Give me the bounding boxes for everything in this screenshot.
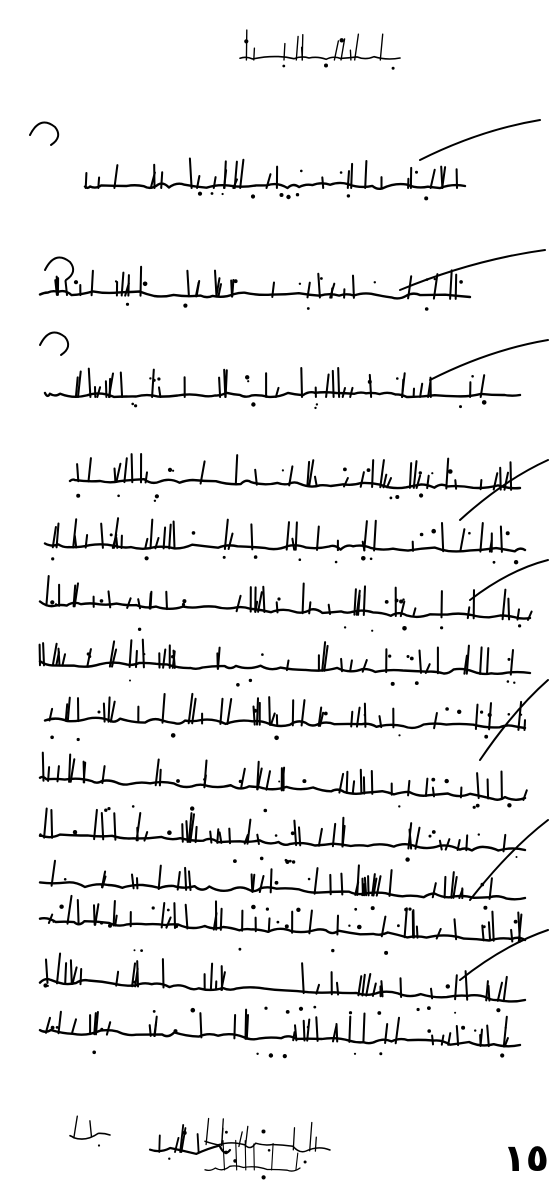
manuscript-line-14 [40,1010,520,1058]
margin-note-2 [400,250,545,290]
header-line [240,30,400,70]
manuscript-line-13 [40,954,525,1015]
manuscript-line-5 [45,518,525,564]
manuscript-line-7 [40,640,530,687]
margin-note-1 [420,120,540,160]
manuscript-line-11 [40,861,525,912]
left-margin-mark-3 [40,333,68,356]
manuscript-line-3 [45,368,520,409]
manuscript-line-4 [70,454,520,502]
manuscript-line-6 [40,576,532,632]
signature-1 [70,1116,110,1146]
margin-note-7 [470,820,548,900]
margin-note-5 [470,560,548,600]
manuscript-line-1 [85,159,465,201]
signature-2 [150,1125,230,1160]
manuscript-line-12 [40,896,525,955]
left-margin-mark-1 [30,123,58,146]
margin-note-3 [430,340,548,380]
manuscript-line-8 [45,694,525,741]
manuscript-line-9 [40,753,527,813]
left-margin-mark-2 [45,258,73,281]
manuscript-line-10 [40,809,525,865]
page-number: ١٥ [502,1136,549,1180]
